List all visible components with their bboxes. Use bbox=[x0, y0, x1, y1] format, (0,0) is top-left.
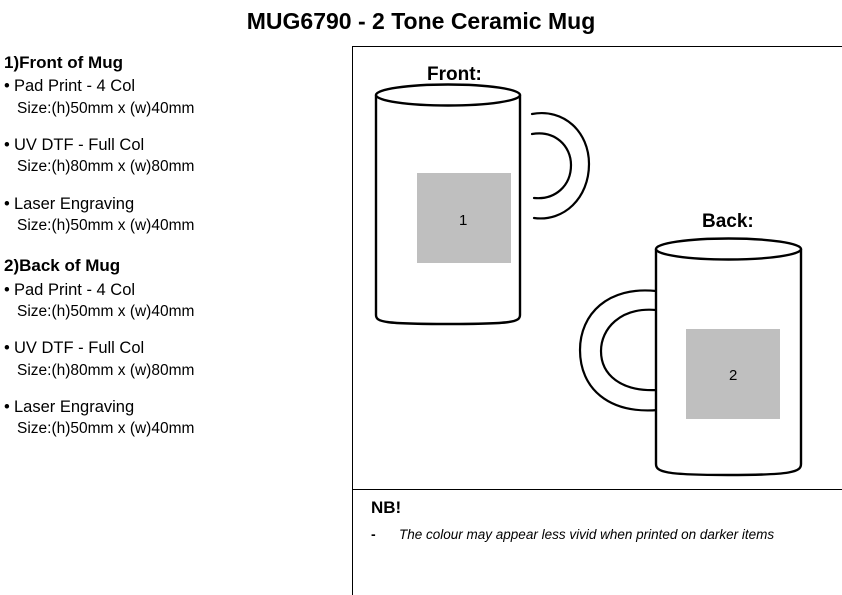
note-title: NB! bbox=[371, 498, 402, 517]
spec-list bbox=[4, 52, 344, 441]
spec-method bbox=[4, 279, 344, 301]
spec-item bbox=[4, 134, 344, 179]
bullet-icon: • bbox=[4, 194, 10, 213]
section-heading-back: 2)Back of Mug bbox=[4, 256, 121, 276]
bullet-icon: • bbox=[4, 77, 10, 96]
front-zone-number: 1 bbox=[459, 212, 468, 229]
spec-method-label: UV DTF - Full Col bbox=[14, 339, 145, 358]
bullet-icon: • bbox=[4, 339, 10, 358]
front-mug bbox=[376, 85, 589, 325]
mug-illustrations bbox=[352, 46, 842, 489]
spec-method bbox=[4, 193, 344, 215]
spec-method-label: Pad Print - 4 Col bbox=[14, 280, 136, 299]
front-view-label: Front: bbox=[427, 64, 482, 85]
spec-method-label: UV DTF - Full Col bbox=[14, 135, 145, 154]
note-row bbox=[371, 526, 831, 544]
page-title: MUG6790 - 2 Tone Ceramic Mug bbox=[246, 8, 596, 34]
spec-size-label: Size:(h)50mm x (w)40mm bbox=[17, 216, 195, 234]
spec-item bbox=[4, 279, 344, 324]
note-block bbox=[371, 498, 831, 544]
spec-item bbox=[4, 193, 344, 238]
spec-size-label: Size:(h)50mm x (w)40mm bbox=[17, 302, 195, 320]
spec-method bbox=[4, 337, 344, 359]
bullet-icon: • bbox=[4, 280, 10, 299]
divider-note bbox=[352, 489, 842, 490]
spec-method-label: Pad Print - 4 Col bbox=[14, 77, 136, 96]
spec-size-label: Size:(h)80mm x (w)80mm bbox=[17, 158, 195, 176]
artwork-panel bbox=[352, 46, 842, 489]
note-dash: - bbox=[371, 526, 376, 542]
spec-item bbox=[4, 337, 344, 382]
spec-size-label: Size:(h)50mm x (w)40mm bbox=[17, 99, 195, 117]
note-text: The colour may appear less vivid when printed on darker items bbox=[399, 527, 775, 542]
bullet-icon: • bbox=[4, 135, 10, 154]
back-mug bbox=[580, 239, 801, 476]
spec-method bbox=[4, 75, 344, 97]
spec-item bbox=[4, 75, 344, 120]
spec-item bbox=[4, 396, 344, 441]
back-zone-number: 2 bbox=[729, 367, 738, 384]
bullet-icon: • bbox=[4, 398, 10, 417]
spec-size-label: Size:(h)80mm x (w)80mm bbox=[17, 361, 195, 379]
back-view-label: Back: bbox=[702, 211, 754, 232]
spec-method bbox=[4, 134, 344, 156]
section-heading-front: 1)Front of Mug bbox=[4, 53, 123, 72]
spec-method-label: Laser Engraving bbox=[14, 398, 135, 417]
spec-method bbox=[4, 396, 344, 418]
spec-size-label: Size:(h)50mm x (w)40mm bbox=[17, 420, 195, 438]
spec-method-label: Laser Engraving bbox=[14, 194, 135, 213]
